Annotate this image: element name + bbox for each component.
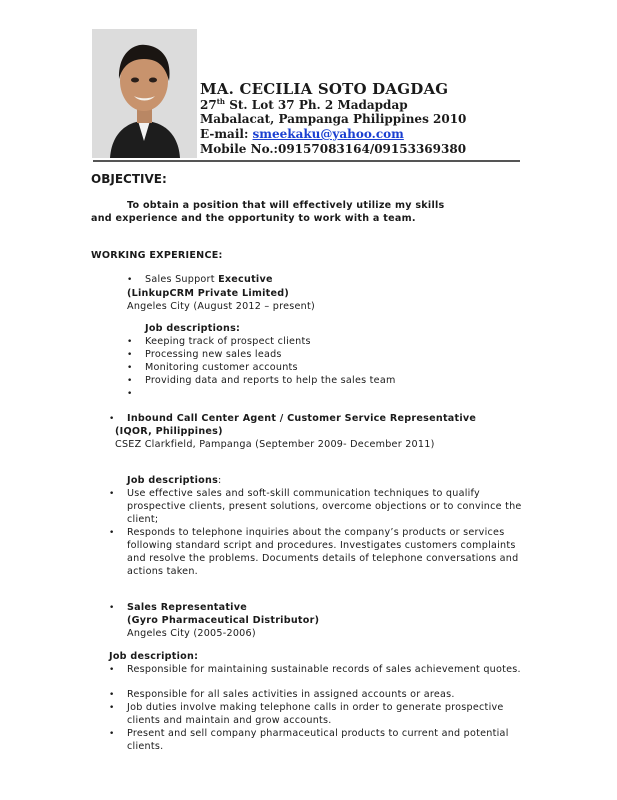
email-line [200,127,404,141]
bullet-icon: • [109,665,115,675]
job3-item3-line: Job duties involve making telephone calls in order to generate prospective [127,702,504,713]
job1-company: (LinkupCRM Private Limited) [127,288,290,299]
bullet-icon: • [127,337,133,347]
objective-line-1: To obtain a position that will effectively utilize my skills [127,200,445,211]
job2-item1-line: Use effective sales and soft-skill communication techniques to qualify [127,488,480,499]
bullet-icon: • [109,528,115,538]
address-ordinal: th [216,97,226,106]
header-divider [93,160,520,162]
bullet-icon: • [109,729,115,739]
job2-item2-line: Responds to telephone inquiries about the company’s products or services [127,527,505,538]
job3-role: Sales Representative [127,602,247,613]
objective-line-2: and experience and the opportunity to work with a team. [91,213,416,224]
job1-role [145,274,273,285]
job2-item1-line: client; [127,514,159,525]
job1-desc-title: Job descriptions: [145,323,241,334]
job3-location: Angeles City (2005-2006) [127,628,256,639]
job1-role-prefix: Sales Support [145,274,219,285]
bullet-icon: • [127,363,133,373]
bullet-icon: • [109,414,115,424]
job1-item: Providing data and reports to help the sales team [145,375,396,386]
bullet-icon: • [127,350,133,360]
job2-desc-title: Job descriptions [127,475,219,486]
job1-item: Keeping track of prospect clients [145,336,311,347]
job2-company: (IQOR, Philippines) [115,426,223,437]
job2-desc-colon: : [218,475,222,486]
job1-location: Angeles City (August 2012 – present) [127,301,315,312]
job3-item3-line: clients and maintain and grow accounts. [127,715,332,726]
address-street: St. Lot 37 Ph. 2 Madapdap [225,98,408,112]
address-number: 27 [200,98,217,112]
job1-item: Monitoring customer accounts [145,362,298,373]
email-link[interactable]: smeekaku@yahoo.com [252,127,404,141]
bullet-icon: • [109,603,115,613]
bullet-icon: • [109,489,115,499]
bullet-icon: • [127,389,133,399]
job2-location: CSEZ Clarkfield, Pampanga (September 2009- December 2011) [115,439,435,450]
bullet-icon: • [109,690,115,700]
job2-item2-line: following standard script and procedures. Investigates customers complaints [127,540,516,551]
mobile-line: Mobile No.:09157083164/09153369380 [200,142,467,156]
job1-item: Processing new sales leads [145,349,282,360]
applicant-name: MA. CECILIA SOTO DAGDAG [200,80,449,98]
job3-item4-line: clients. [127,741,164,752]
job3-item1: Responsible for maintaining sustainable records of sales achievement quotes. [127,664,521,675]
bullet-icon: • [127,275,133,285]
job2-item2-line: actions taken. [127,566,198,577]
bullet-icon: • [109,703,115,713]
job2-role: Inbound Call Center Agent / Customer Service Representative [127,413,477,424]
experience-heading: WORKING EXPERIENCE: [91,250,223,261]
job1-role-bold: Executive [218,274,273,285]
job3-desc-title: Job description: [109,651,199,662]
address-line-2: Mabalacat, Pampanga Philippines 2010 [200,112,467,126]
job2-item2-line: and resolve the problems. Documents details of telephone conversations and [127,553,519,564]
address-line-1 [200,97,408,112]
profile-photo [92,29,197,158]
objective-heading: OBJECTIVE: [91,172,167,186]
person-portrait-icon [92,29,197,158]
job3-company: (Gyro Pharmaceutical Distributor) [127,615,320,626]
email-label: E-mail: [200,127,253,141]
job3-item4-line: Present and sell company pharmaceutical products to current and potential [127,728,509,739]
bullet-icon: • [127,376,133,386]
job3-item2: Responsible for all sales activities in assigned accounts or areas. [127,689,455,700]
job2-desc-title-line [127,475,222,486]
job2-item1-line: prospective clients, present solutions, overcome objections or to convince the [127,501,522,512]
